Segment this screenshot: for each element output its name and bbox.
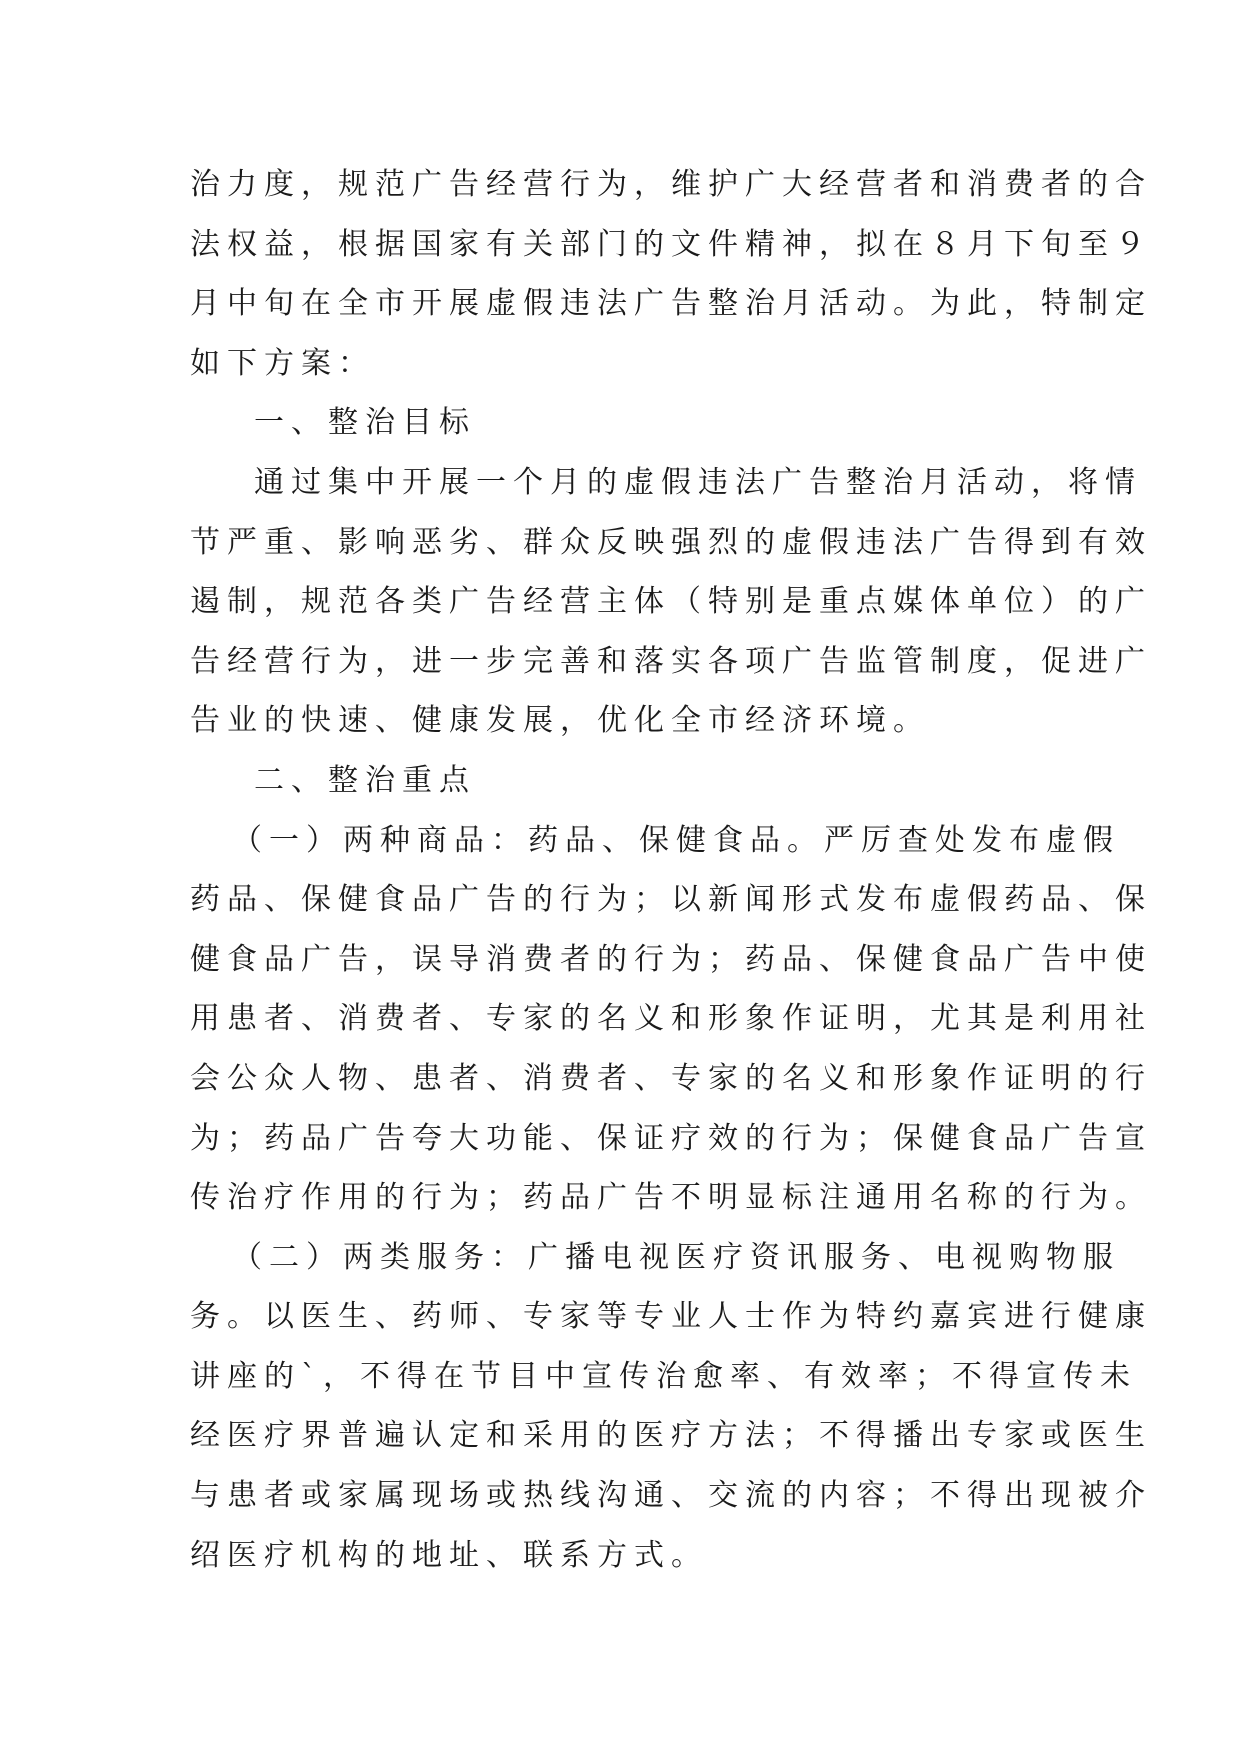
paragraph-line: 月中旬在全市开展虚假违法广告整治月活动。为此，特制定 <box>190 286 1152 322</box>
paragraph-line: 与患者或家属现场或热线沟通、交流的内容；不得出现被介 <box>190 1478 1152 1514</box>
paragraph-line: 如下方案： <box>190 345 375 381</box>
paragraph-line: 会公众人物、患者、消费者、专家的名义和形象作证明的行 <box>190 1060 1152 1096</box>
paragraph-line: （二）两类服务：广播电视医疗资讯服务、电视购物服 <box>232 1239 1120 1275</box>
paragraph-line: 药品、保健食品广告的行为；以新闻形式发布虚假药品、保 <box>190 882 1152 918</box>
paragraph-line: 讲座的`，不得在节目中宣传治愈率、有效率；不得宣传未 <box>190 1358 1137 1394</box>
paragraph-line: 健食品广告，误导消费者的行为；药品、保健食品广告中使 <box>190 941 1152 977</box>
paragraph-line: 绍医疗机构的地址、联系方式。 <box>190 1537 708 1573</box>
paragraph-line: 经医疗界普遍认定和采用的医疗方法；不得播出专家或医生 <box>190 1418 1152 1454</box>
paragraph-line: 告经营行为，进一步完善和落实各项广告监管制度，促进广 <box>190 643 1152 679</box>
paragraph-line: 法权益，根据国家有关部门的文件精神，拟在８月下旬至９ <box>190 226 1152 262</box>
document-body <box>190 155 1152 1585</box>
paragraph-line: 治力度，规范广告经营行为，维护广大经营者和消费者的合 <box>190 167 1152 202</box>
paragraph-line: 告业的快速、健康发展，优化全市经济环境。 <box>190 703 930 739</box>
paragraph-line: 节严重、影响恶劣、群众反映强烈的虚假违法广告得到有效 <box>190 524 1152 560</box>
paragraph-line: 用患者、消费者、专家的名义和形象作证明，尤其是利用社 <box>190 1001 1152 1037</box>
paragraph-line: 务。以医生、药师、专家等专业人士作为特约嘉宾进行健康 <box>190 1299 1152 1335</box>
paragraph-line: 通过集中开展一个月的虚假违法广告整治月活动，将情 <box>254 464 1142 500</box>
paragraph-line: 为；药品广告夸大功能、保证疗效的行为；保健食品广告宣 <box>190 1120 1152 1156</box>
paragraph-line: 遏制，规范各类广告经营主体（特别是重点媒体单位）的广 <box>190 584 1152 620</box>
paragraph-line: 传治疗作用的行为；药品广告不明显标注通用名称的行为。 <box>190 1180 1152 1216</box>
section-heading: 一、整治目标 <box>254 405 476 441</box>
section-heading: 二、整治重点 <box>254 762 476 798</box>
paragraph-line: （一）两种商品：药品、保健食品。严厉查处发布虚假 <box>232 822 1120 858</box>
